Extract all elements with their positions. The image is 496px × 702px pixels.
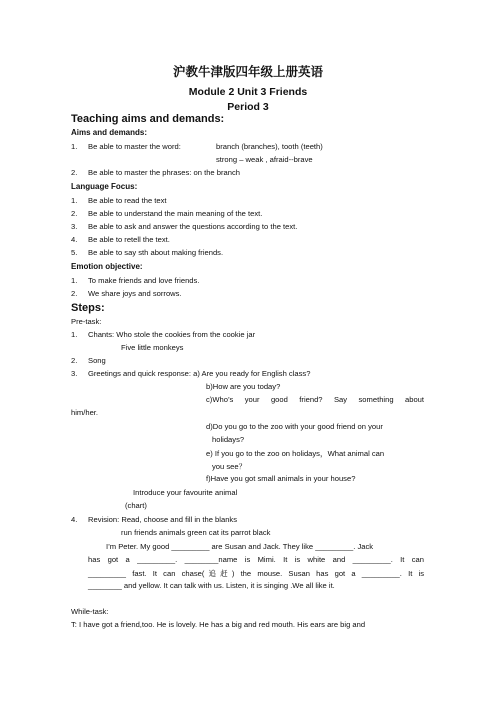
focus-5-text: Be able to say sth about making friends.	[88, 248, 224, 257]
step-3-c: c)Who’s your good friend? Say something about	[206, 395, 424, 404]
cloze-line-2: has got a _________. ________name is Mimi. It is white and _________. It can	[88, 555, 424, 564]
aim-2-number: 2.	[71, 168, 78, 177]
step-3-number: 3.	[71, 369, 78, 378]
emotion-1-text: To make friends and love friends.	[88, 276, 200, 285]
pretask-heading: Pre-task:	[71, 317, 102, 326]
focus-3-text: Be able to ask and answer the questions according to the text.	[88, 222, 298, 231]
aim-1-number: 1.	[71, 142, 78, 151]
whiletask-heading: While-task:	[71, 607, 109, 616]
word-bank: run friends animals green cat its parrot black	[121, 528, 271, 537]
language-focus-heading: Language Focus:	[71, 182, 138, 191]
focus-2-text: Be able to understand the main meaning of the text.	[88, 209, 263, 218]
teaching-heading: Teaching aims and demands:	[71, 113, 225, 125]
document-title: 沪教牛津版四年级上册英语	[172, 65, 323, 79]
period-title: Period 3	[227, 101, 269, 113]
step-3-introduce: Introduce your favourite animal	[133, 488, 238, 497]
step-3-e-line1: e) If you go to the zoo on holidays，What animal can	[206, 449, 385, 458]
step-3-d-line2: holidays?	[212, 435, 245, 444]
aims-heading: Aims and demands:	[71, 128, 148, 137]
aim-2-text: Be able to master the phrases: on the branch	[88, 168, 240, 177]
focus-4-number: 4.	[71, 235, 78, 244]
emotion-2-text: We share joys and sorrows.	[88, 289, 182, 298]
step-3-b: b)How are you today?	[206, 382, 281, 391]
focus-1-text: Be able to read the text	[88, 196, 167, 205]
emotion-heading: Emotion objective:	[71, 262, 143, 271]
step-3-chart: (chart)	[125, 501, 147, 510]
focus-2-number: 2.	[71, 209, 78, 218]
step-3-d-line1: d)Do you go to the zoo with your good friend on your	[206, 422, 383, 431]
aim-1-text: Be able to master the word:	[88, 142, 181, 151]
step-4-number: 4.	[71, 515, 78, 524]
step-1-text: Chants: Who stole the cookies from the cookie jar	[88, 330, 256, 339]
emotion-2-number: 2.	[71, 289, 78, 298]
step-3-f: f)Have you got small animals in your house?	[206, 474, 356, 483]
step-4-text: Revision: Read, choose and fill in the blanks	[88, 515, 238, 524]
focus-3-number: 3.	[71, 222, 78, 231]
cloze-line-1: I’m Peter. My good _________ are Susan and Jack. They like _________. Jack	[106, 542, 374, 551]
step-1-number: 1.	[71, 330, 78, 339]
cloze-line-4: ________ and yellow. It can talk with us. Listen, it is singing .We all like it.	[88, 581, 335, 590]
step-2-text: Song	[88, 356, 106, 365]
step-2-number: 2.	[71, 356, 78, 365]
focus-5-number: 5.	[71, 248, 78, 257]
step-3-text: Greetings and quick response: a) Are you ready for English class?	[88, 369, 311, 378]
module-title: Module 2 Unit 3 Friends	[188, 86, 308, 98]
focus-4-text: Be able to retell the text.	[88, 235, 170, 244]
step-3-c-continued: him/her.	[71, 408, 99, 417]
aim-1-words-line2: strong – weak , afraid--brave	[216, 155, 313, 164]
aim-1-words-line1: branch (branches), tooth (teeth)	[216, 142, 323, 151]
focus-1-number: 1.	[71, 196, 78, 205]
cloze-line-3: _________ fast. It can chase(追赶) the mouse. Susan has got a _________. It is	[88, 569, 424, 578]
emotion-1-number: 1.	[71, 276, 78, 285]
step-1-subline: Five little monkeys	[121, 343, 184, 352]
step-3-e-line2: you see？	[212, 462, 247, 471]
steps-heading: Steps:	[71, 302, 105, 314]
whiletask-line-1: T: I have got a friend,too. He is lovely. He has a big and red mouth. His ears are big and	[71, 620, 366, 629]
